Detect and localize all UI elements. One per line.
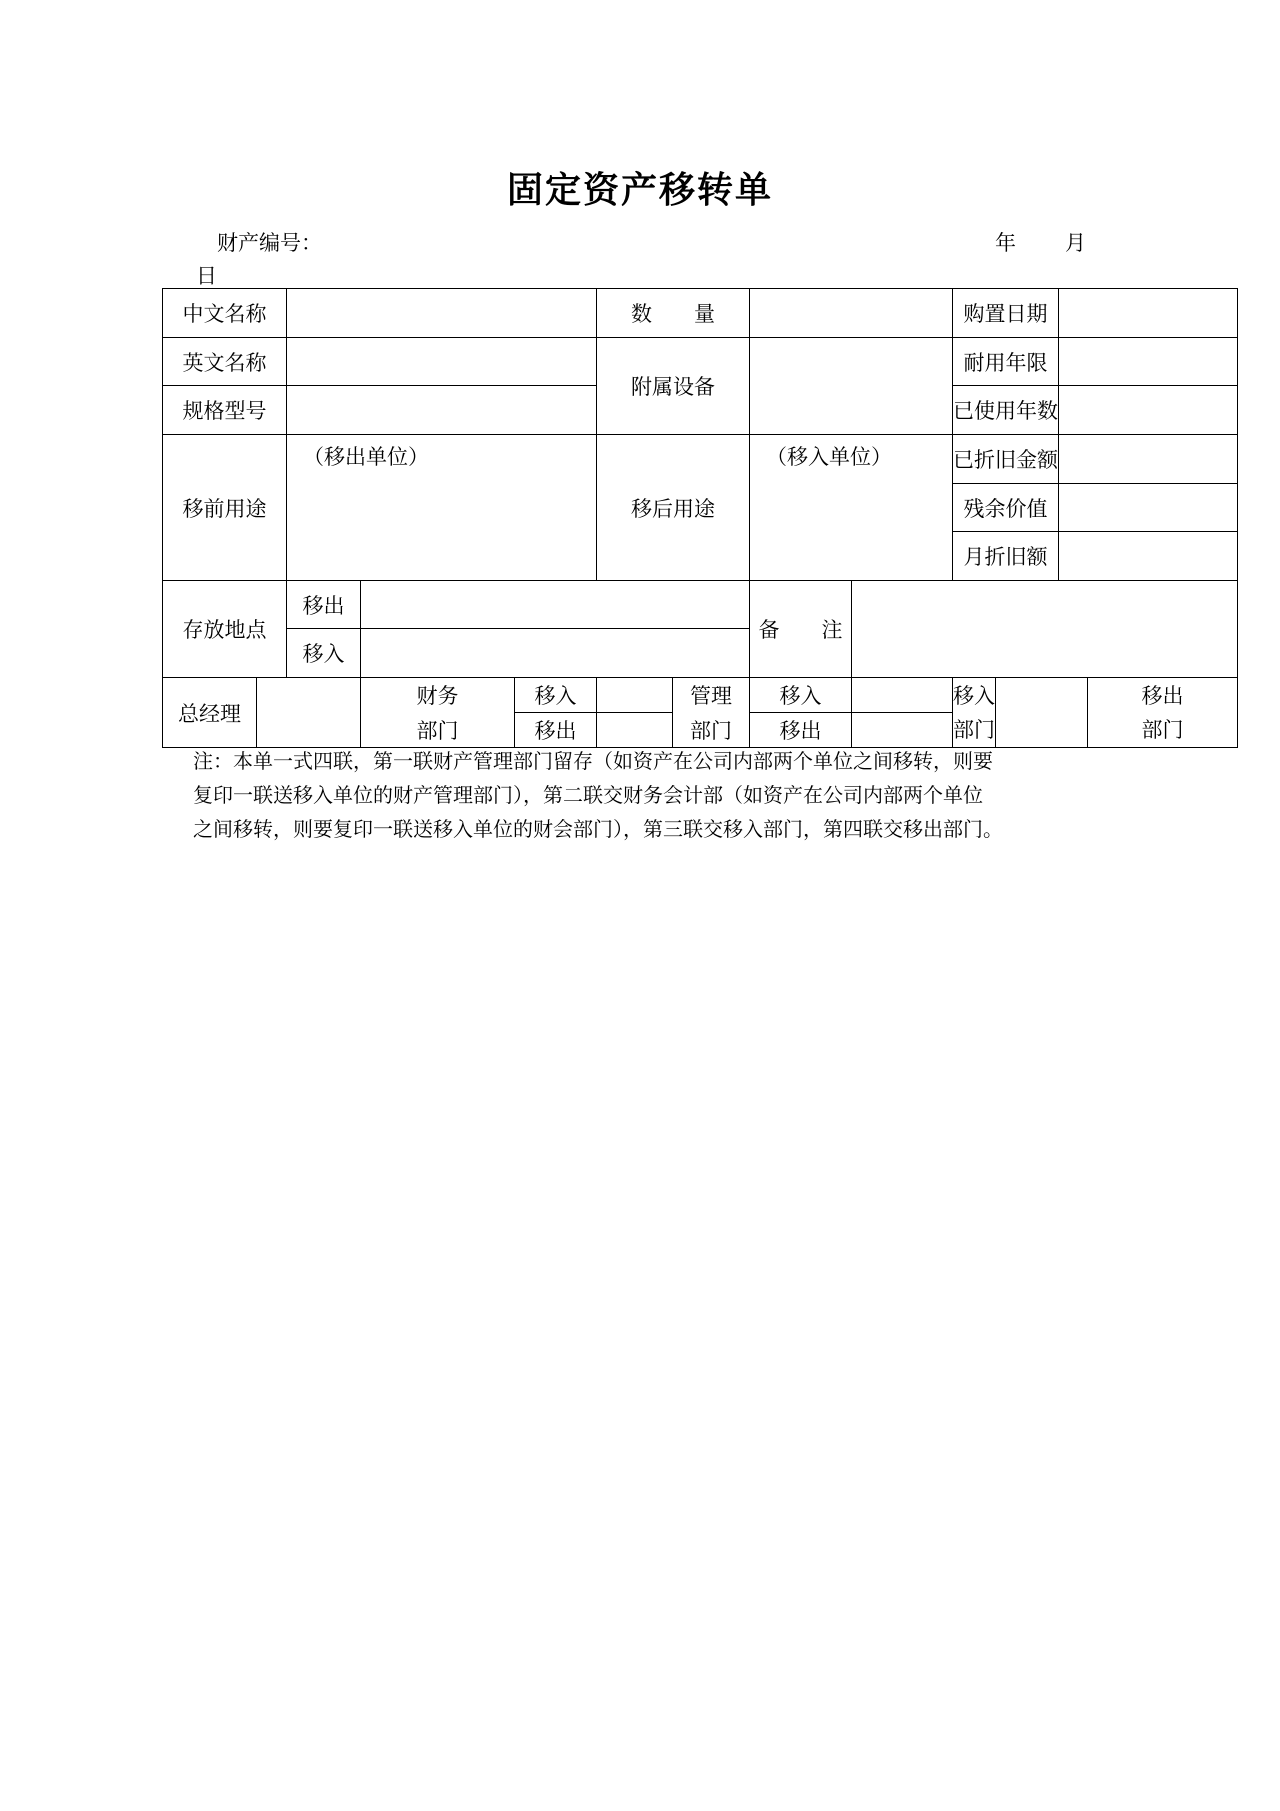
in-dept-label: 移入 部门 bbox=[953, 678, 996, 748]
in-dept-signature[interactable] bbox=[996, 678, 1088, 748]
spec-model-label: 规格型号 bbox=[163, 386, 287, 435]
quantity-value[interactable] bbox=[750, 289, 953, 338]
finance-dept-label: 财务 bbox=[361, 678, 515, 713]
out-unit-field[interactable]: （移出单位） bbox=[287, 435, 597, 581]
month-label: 月 bbox=[1065, 231, 1086, 255]
remarks-label: 备 注 bbox=[750, 581, 852, 678]
finance-out-value[interactable] bbox=[597, 713, 673, 748]
quantity-label: 数 量 bbox=[597, 289, 750, 338]
monthly-depreciation-value[interactable] bbox=[1059, 532, 1238, 581]
footnote bbox=[193, 744, 1093, 846]
asset-transfer-table bbox=[162, 288, 1238, 748]
finance-in-value[interactable] bbox=[597, 678, 673, 713]
prior-use-label: 移前用途 bbox=[163, 435, 287, 581]
service-life-value[interactable] bbox=[1059, 338, 1238, 386]
residual-value-label: 残余价值 bbox=[953, 484, 1059, 532]
monthly-depreciation-label: 月折旧额 bbox=[953, 532, 1059, 581]
mgmt-dept-label-2: 部门 bbox=[673, 713, 750, 748]
finance-in-label: 移入 bbox=[515, 678, 597, 713]
storage-location-label: 存放地点 bbox=[163, 581, 287, 678]
storage-out-label: 移出 bbox=[287, 581, 361, 629]
english-name-label: 英文名称 bbox=[163, 338, 287, 386]
spec-model-value[interactable] bbox=[287, 386, 597, 435]
mgmt-out-value[interactable] bbox=[852, 713, 953, 748]
out-dept-label: 移出 部门 bbox=[1088, 678, 1238, 748]
mgmt-dept-label: 管理 bbox=[673, 678, 750, 713]
english-name-value[interactable] bbox=[287, 338, 597, 386]
footnote-line-1: 注：本单一式四联，第一联财产管理部门留存（如资产在公司内部两个单位之间移转，则要 bbox=[193, 749, 993, 773]
depreciated-amount-value[interactable] bbox=[1059, 435, 1238, 484]
asset-number-label: 财产编号： bbox=[217, 231, 322, 255]
year-label: 年 bbox=[995, 231, 1016, 255]
chinese-name-value[interactable] bbox=[287, 289, 597, 338]
general-manager-label: 总经理 bbox=[163, 678, 257, 748]
footnote-line-3: 之间移转，则要复印一联送移入单位的财会部门），第三联交移入部门，第四联交移出部门。 bbox=[193, 817, 1003, 841]
purchase-date-value[interactable] bbox=[1059, 289, 1238, 338]
storage-in-value[interactable] bbox=[361, 629, 750, 678]
mgmt-in-label: 移入 bbox=[750, 678, 852, 713]
purchase-date-label: 购置日期 bbox=[953, 289, 1059, 338]
years-used-label: 已使用年数 bbox=[953, 386, 1059, 435]
in-unit-field[interactable]: （移入单位） bbox=[750, 435, 953, 581]
footnote-line-2: 复印一联送移入单位的财产管理部门），第二联交财务会计部（如资产在公司内部两个单位 bbox=[193, 783, 983, 807]
years-used-value[interactable] bbox=[1059, 386, 1238, 435]
residual-value-value[interactable] bbox=[1059, 484, 1238, 532]
finance-dept-label-2: 部门 bbox=[361, 713, 515, 748]
depreciated-amount-label: 已折旧金额 bbox=[953, 435, 1059, 484]
remarks-value[interactable] bbox=[852, 581, 1238, 678]
accessories-label: 附属设备 bbox=[597, 338, 750, 435]
storage-in-label: 移入 bbox=[287, 629, 361, 678]
service-life-label: 耐用年限 bbox=[953, 338, 1059, 386]
page-title: 固定资产移转单 bbox=[506, 170, 773, 211]
general-manager-signature[interactable] bbox=[257, 678, 361, 748]
day-label: 日 bbox=[196, 264, 217, 288]
accessories-value[interactable] bbox=[750, 338, 953, 435]
mgmt-in-value[interactable] bbox=[852, 678, 953, 713]
after-use-label: 移后用途 bbox=[597, 435, 750, 581]
storage-out-value[interactable] bbox=[361, 581, 750, 629]
chinese-name-label: 中文名称 bbox=[163, 289, 287, 338]
finance-out-label: 移出 bbox=[515, 713, 597, 748]
mgmt-out-label: 移出 bbox=[750, 713, 852, 748]
